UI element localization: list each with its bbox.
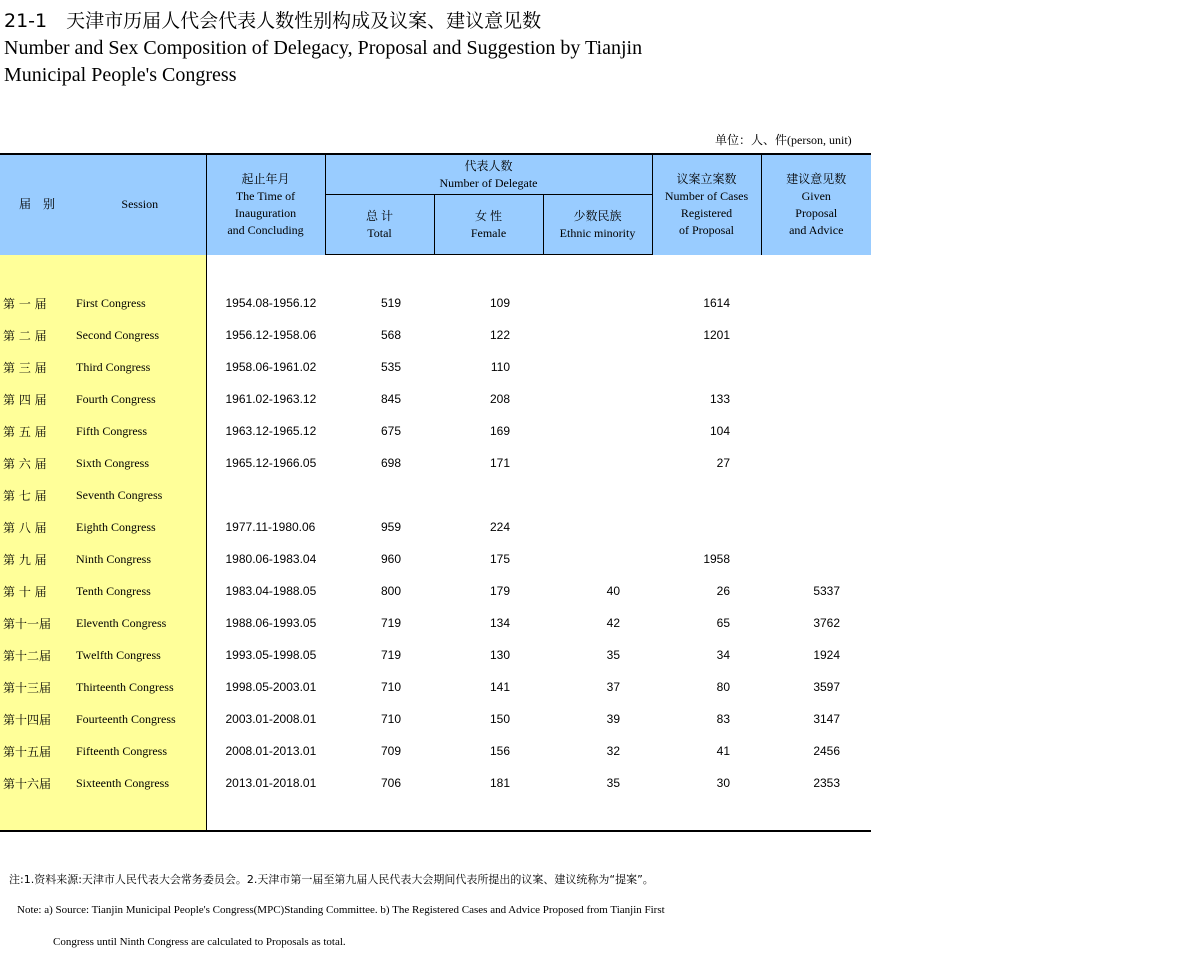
proposal-cell: 133	[709, 392, 731, 406]
spacer-cell	[325, 799, 434, 831]
spacer-row-top	[0, 255, 871, 288]
total-cell: 706	[380, 776, 401, 790]
table-row	[0, 671, 871, 703]
header-delegate	[325, 154, 652, 195]
session-cn-cell: 第十一届	[0, 607, 74, 639]
spacer-cell	[761, 255, 871, 288]
advice-cell: 5337	[813, 584, 841, 598]
table-row	[0, 351, 871, 383]
female-cell: 181	[489, 776, 510, 790]
advice-cell	[761, 319, 871, 351]
advice-cell	[761, 383, 871, 415]
header-advice-cn: 建议意见数	[786, 171, 847, 186]
female-cell: 130	[489, 648, 510, 662]
total-cell: 519	[380, 296, 401, 310]
female-cell: 122	[489, 328, 510, 342]
spacer-cell	[206, 255, 325, 288]
total-cell: 959	[380, 520, 401, 534]
female-cell: 150	[489, 712, 510, 726]
ethnic-cell: 35	[606, 776, 621, 790]
session-cn-cell: 第 八 届	[0, 511, 74, 543]
header-advice-en1: Given	[801, 188, 831, 203]
header-total-en: Total	[367, 225, 392, 240]
period-cell: 1977.11-1980.06	[206, 511, 325, 543]
spacer-cell	[74, 255, 206, 288]
header-ethnic-cn: 少数民族	[573, 208, 622, 223]
proposal-cell: 104	[709, 424, 731, 438]
spacer-cell	[325, 255, 434, 288]
female-cell: 109	[489, 296, 510, 310]
advice-cell: 2456	[813, 744, 841, 758]
proposal-cell: 27	[716, 456, 731, 470]
table-body	[0, 255, 871, 832]
session-en-cell: First Congress	[74, 287, 206, 319]
congress-table	[0, 153, 871, 832]
female-cell: 141	[489, 680, 510, 694]
ethnic-cell	[543, 511, 652, 543]
proposal-cell	[652, 479, 761, 511]
unit-label: 单位：人、件(person, unit)	[715, 133, 852, 147]
header-time-en3: and Concluding	[227, 222, 304, 237]
spacer-cell	[206, 799, 325, 831]
spacer-cell	[434, 799, 543, 831]
session-en-cell: Fourth Congress	[74, 383, 206, 415]
table-row	[0, 319, 871, 351]
session-cn-cell: 第 二 届	[0, 319, 74, 351]
total-cell: 710	[380, 680, 401, 694]
session-en-cell: Thirteenth Congress	[74, 671, 206, 703]
advice-cell	[761, 511, 871, 543]
female-cell: 134	[489, 616, 510, 630]
period-cell: 2003.01-2008.01	[206, 703, 325, 735]
total-cell: 845	[380, 392, 401, 406]
spacer-cell	[543, 799, 652, 831]
ethnic-cell: 40	[606, 584, 621, 598]
advice-cell	[761, 447, 871, 479]
table-row	[0, 447, 871, 479]
proposal-cell: 26	[716, 584, 731, 598]
spacer-cell	[0, 255, 74, 288]
advice-cell: 3147	[813, 712, 841, 726]
period-cell: 1965.12-1966.05	[206, 447, 325, 479]
session-en-cell: Fifteenth Congress	[74, 735, 206, 767]
session-cn-cell: 第十六届	[0, 767, 74, 799]
period-cell: 2013.01-2018.01	[206, 767, 325, 799]
proposal-cell: 1614	[703, 296, 731, 310]
period-cell: 2008.01-2013.01	[206, 735, 325, 767]
session-en-cell: Sixteenth Congress	[74, 767, 206, 799]
advice-cell	[761, 287, 871, 319]
table-row	[0, 575, 871, 607]
header-time-cn: 起止年月	[241, 171, 290, 186]
session-en-cell: Tenth Congress	[74, 575, 206, 607]
period-cell: 1983.04-1988.05	[206, 575, 325, 607]
spacer-cell	[434, 255, 543, 288]
header-session-cn: 届 别	[0, 154, 74, 255]
proposal-cell: 1958	[703, 552, 731, 566]
total-cell: 675	[380, 424, 401, 438]
header-ethnic-en: Ethnic minority	[559, 225, 636, 240]
header-proposal-en1: Number of Cases	[664, 188, 749, 203]
advice-cell	[761, 351, 871, 383]
note-english-line1: Note: a) Source: Tianjin Municipal People's Congress(MPC)Standing Committee. b) The Registered Cases and Advice Proposed from Tianjin First	[17, 904, 665, 916]
proposal-cell: 30	[716, 776, 731, 790]
table-row	[0, 415, 871, 447]
total-cell: 709	[380, 744, 401, 758]
session-en-cell: Fifth Congress	[74, 415, 206, 447]
female-cell: 179	[489, 584, 510, 598]
total-cell: 800	[380, 584, 401, 598]
period-cell: 1954.08-1956.12	[206, 287, 325, 319]
header-time-en1: The Time of	[235, 188, 296, 203]
header-ethnic	[543, 195, 652, 255]
header-session-en: Session	[74, 154, 206, 255]
ethnic-cell: 35	[606, 648, 621, 662]
session-cn-cell: 第 三 届	[0, 351, 74, 383]
note-english-line2: Congress until Ninth Congress are calculated to Proposals as total.	[53, 936, 346, 948]
header-proposal-cn: 议案立案数	[676, 171, 737, 186]
session-en-cell: Eighth Congress	[74, 511, 206, 543]
female-cell: 110	[490, 360, 510, 374]
period-cell: 1998.05-2003.01	[206, 671, 325, 703]
total-cell: 710	[380, 712, 401, 726]
period-cell: 1993.05-1998.05	[206, 639, 325, 671]
advice-cell: 1924	[813, 648, 841, 662]
note-chinese: 注:1.资料来源:天津市人民代表大会常务委员会。2.天津市第一届至第九届人民代表大会期间代表所提出的议案、建议统称为“提案”。	[9, 873, 654, 886]
session-cn-cell: 第十二届	[0, 639, 74, 671]
header-proposal	[652, 154, 761, 255]
total-cell: 535	[380, 360, 401, 374]
female-cell: 208	[489, 392, 510, 406]
header-time-en2: Inauguration	[234, 205, 297, 220]
table-row	[0, 543, 871, 575]
spacer-cell	[652, 255, 761, 288]
header-advice-en2: Proposal	[795, 205, 838, 220]
advice-cell	[761, 543, 871, 575]
proposal-cell: 34	[716, 648, 731, 662]
table-row	[0, 735, 871, 767]
ethnic-cell	[543, 415, 652, 447]
spacer-cell	[543, 255, 652, 288]
period-cell: 1956.12-1958.06	[206, 319, 325, 351]
table-row	[0, 383, 871, 415]
advice-cell	[761, 479, 871, 511]
spacer-cell	[761, 799, 871, 831]
header-time	[206, 154, 325, 255]
total-cell: 719	[380, 616, 401, 630]
female-cell: 175	[489, 552, 510, 566]
period-cell	[206, 479, 325, 511]
total-cell: 698	[380, 456, 401, 470]
session-en-cell: Ninth Congress	[74, 543, 206, 575]
ethnic-cell	[543, 351, 652, 383]
session-cn-cell: 第 一 届	[0, 287, 74, 319]
proposal-cell: 83	[716, 712, 731, 726]
header-delegate-cn: 代表人数	[464, 158, 513, 173]
page-title-english-line2: Municipal People's Congress	[4, 64, 237, 86]
ethnic-cell: 32	[606, 744, 621, 758]
header-total	[325, 195, 434, 255]
header-advice-en3: and Advice	[789, 222, 844, 237]
table-row	[0, 767, 871, 799]
table-row	[0, 703, 871, 735]
header-total-cn: 总 计	[365, 208, 393, 223]
female-cell: 171	[489, 456, 510, 470]
period-cell: 1961.02-1963.12	[206, 383, 325, 415]
advice-cell	[761, 415, 871, 447]
table-row	[0, 639, 871, 671]
session-en-cell: Second Congress	[74, 319, 206, 351]
ethnic-cell	[543, 319, 652, 351]
female-cell	[434, 479, 543, 511]
proposal-cell: 65	[716, 616, 731, 630]
session-cn-cell: 第 七 届	[0, 479, 74, 511]
header-female	[434, 195, 543, 255]
ethnic-cell: 42	[606, 616, 621, 630]
proposal-cell	[652, 351, 761, 383]
period-cell: 1980.06-1983.04	[206, 543, 325, 575]
table-row	[0, 287, 871, 319]
header-female-en: Female	[470, 225, 507, 240]
total-cell: 568	[380, 328, 401, 342]
advice-cell: 2353	[813, 776, 841, 790]
period-cell: 1988.06-1993.05	[206, 607, 325, 639]
session-cn-cell: 第 六 届	[0, 447, 74, 479]
page-title-english-line1: Number and Sex Composition of Delegacy, Proposal and Suggestion by Tianjin	[4, 37, 643, 59]
period-cell: 1963.12-1965.12	[206, 415, 325, 447]
session-cn-cell: 第十四届	[0, 703, 74, 735]
session-en-cell: Fourteenth Congress	[74, 703, 206, 735]
ethnic-cell	[543, 447, 652, 479]
table-row	[0, 479, 871, 511]
table-row	[0, 511, 871, 543]
female-cell: 224	[489, 520, 510, 534]
ethnic-cell: 37	[606, 680, 621, 694]
period-cell: 1958.06-1961.02	[206, 351, 325, 383]
header-proposal-en2: Registered	[680, 205, 733, 220]
total-cell: 719	[380, 648, 401, 662]
header-proposal-en3: of Proposal	[679, 222, 735, 237]
header-female-cn: 女 性	[474, 208, 502, 223]
session-en-cell: Eleventh Congress	[74, 607, 206, 639]
page-title-chinese: 21-1 天津市历届人代会代表人数性别构成及议案、建议意见数	[4, 10, 542, 32]
header-advice	[761, 154, 871, 255]
session-cn-cell: 第十三届	[0, 671, 74, 703]
ethnic-cell	[543, 287, 652, 319]
table-row	[0, 607, 871, 639]
table-header	[0, 154, 871, 255]
session-cn-cell: 第 九 届	[0, 543, 74, 575]
ethnic-cell: 39	[606, 712, 621, 726]
session-en-cell: Sixth Congress	[74, 447, 206, 479]
ethnic-cell	[543, 479, 652, 511]
spacer-cell	[74, 799, 206, 831]
session-cn-cell: 第 四 届	[0, 383, 74, 415]
session-cn-cell: 第 五 届	[0, 415, 74, 447]
proposal-cell	[652, 511, 761, 543]
advice-cell: 3762	[813, 616, 841, 630]
total-cell	[325, 479, 434, 511]
advice-cell: 3597	[813, 680, 841, 694]
proposal-cell: 80	[716, 680, 731, 694]
session-cn-cell: 第十五届	[0, 735, 74, 767]
proposal-cell: 41	[716, 744, 731, 758]
total-cell: 960	[380, 552, 401, 566]
session-en-cell: Twelfth Congress	[74, 639, 206, 671]
ethnic-cell	[543, 383, 652, 415]
session-cn-cell: 第 十 届	[0, 575, 74, 607]
proposal-cell: 1201	[703, 328, 731, 342]
session-en-cell: Third Congress	[74, 351, 206, 383]
session-en-cell: Seventh Congress	[74, 479, 206, 511]
header-delegate-en: Number of Delegate	[439, 175, 538, 190]
ethnic-cell	[543, 543, 652, 575]
spacer-cell	[652, 799, 761, 831]
female-cell: 156	[489, 744, 510, 758]
spacer-row-bottom	[0, 799, 871, 831]
spacer-cell	[0, 799, 74, 831]
female-cell: 169	[489, 424, 510, 438]
